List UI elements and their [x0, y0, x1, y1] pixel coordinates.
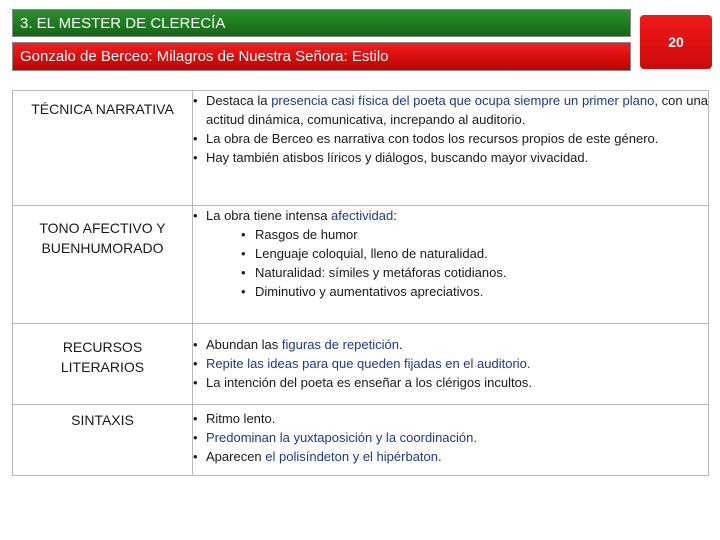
bullet-item	[193, 409, 708, 428]
bullet-text: La obra de Berceo es narrativa con todos los recursos propios de este género.	[206, 131, 659, 146]
bullet-item	[193, 373, 708, 392]
page-number: 20	[668, 34, 684, 50]
subtitle-bar	[12, 42, 631, 71]
bullet-item	[193, 428, 708, 447]
section-title-bar	[12, 9, 631, 37]
bullet-text: , con una actitud dinámica, comunicativa, increpando al auditorio.	[206, 93, 708, 127]
row-label-line: RECURSOS	[62, 339, 143, 355]
bullet-item	[193, 148, 708, 167]
sub-bullet-item: • Lenguaje coloquial, lleno de naturalidad.	[193, 244, 708, 263]
row-label	[13, 324, 193, 405]
row-content	[193, 405, 709, 476]
bullet-item	[193, 91, 708, 129]
highlighted-text: presencia casi física del poeta que ocupa siempre un primer plano	[271, 93, 655, 108]
row-content	[193, 206, 709, 324]
highlighted-text: Repite las ideas para que queden fijadas en el auditorio.	[206, 356, 531, 371]
row-label	[13, 405, 193, 476]
row-label-line: TONO AFECTIVO Y	[39, 220, 166, 236]
bullet-text: .	[438, 449, 442, 464]
highlighted-text: afectividad	[331, 208, 394, 223]
bullet-text: Destaca la	[206, 93, 272, 108]
row-label	[13, 206, 193, 324]
table-row	[13, 91, 709, 206]
bullet-text: La obra tiene intensa	[206, 208, 332, 223]
highlighted-text: el polisíndeton y el hipérbaton	[265, 449, 438, 464]
row-label-line: BUENHUMORADO	[41, 240, 164, 256]
row-label-line: LITERARIOS	[60, 359, 145, 375]
sub-bullet-item: • Rasgos de humor	[193, 225, 708, 244]
bullet-text: Hay también atisbos líricos y diálogos, buscando mayor vivacidad.	[206, 150, 589, 165]
table-row	[13, 324, 709, 405]
row-label	[13, 91, 193, 206]
highlighted-text: figuras de repetición	[281, 337, 399, 352]
row-content	[193, 324, 709, 405]
bullet-item	[193, 206, 708, 225]
row-label-line: SINTAXIS	[71, 412, 134, 428]
table-row	[13, 206, 709, 324]
bullet-text: Abundan las	[206, 337, 282, 352]
bullet-text: Ritmo lento.	[206, 411, 276, 426]
subtitle: Gonzalo de Berceo: Milagros de Nuestra Señora: Estilo	[20, 48, 389, 65]
highlighted-text: Predominan la yuxtaposición y la coordinación.	[206, 430, 477, 445]
table-row	[13, 405, 709, 476]
page-number-badge	[640, 15, 712, 69]
bullet-item	[193, 335, 708, 354]
bullet-item	[193, 129, 708, 148]
row-label-line: TÉCNICA NARRATIVA	[31, 101, 174, 117]
bullet-item	[193, 447, 708, 466]
sub-bullet-item: • Diminutivo y aumentativos apreciativos.	[193, 282, 708, 301]
sub-bullet-item: • Naturalidad: símiles y metáforas cotidianos.	[193, 263, 708, 282]
row-content	[193, 91, 709, 206]
bullet-text: La intención del poeta es enseñar a los clérigos incultos.	[206, 375, 532, 390]
section-title: 3. EL MESTER DE CLERECÍA	[20, 14, 226, 32]
bullet-text: :	[393, 208, 397, 223]
bullet-text: .	[398, 337, 403, 352]
bullet-item	[193, 354, 708, 373]
bullet-text: Aparecen	[206, 449, 266, 464]
style-table	[12, 90, 709, 476]
